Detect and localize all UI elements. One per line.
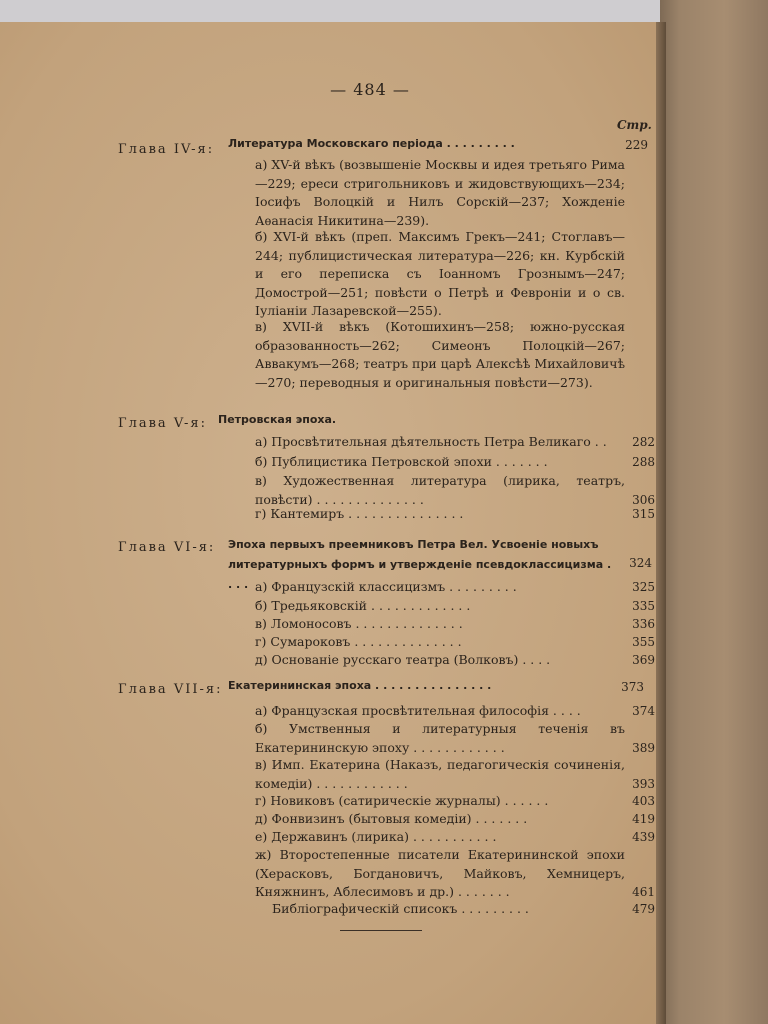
chapter-page: 373 [621,680,644,694]
entry-text: б) Публицистика Петровской эпохи . . . . . . . [255,454,548,469]
entry-text: д) Фонвизинъ (бытовыя комедіи) . . . . . . . [255,811,528,826]
chapter-title: Екатерининская эпоха . . . . . . . . . . . . . . . [228,679,492,692]
entry-text: б) Тредьяковскій . . . . . . . . . . . . . [255,598,471,613]
chapter-title: Эпоха первыхъ преемниковъ Петра Вел. Усвоеніе новыхъ литературныхъ формъ и утвержденіе псевдоклассицизма . . . . [228,538,612,591]
toc-entry [255,651,655,670]
toc-entry [272,900,655,919]
entry-text: ж) Второстепенные писатели Екатерининской эпохи (Херасковъ, Богдановичъ, Майковъ, Хемницеръ, Княжнинъ, Аблесимовъ и др.) . . . . . . . [255,847,625,899]
entry-page: 336 [632,617,655,631]
page-gutter [656,22,666,1024]
entry-page: 403 [632,794,655,808]
page-number: — 484 — [330,80,410,99]
entry-text: в) Ломоносовъ . . . . . . . . . . . . . . [255,616,463,631]
entry-page: 306 [632,492,655,507]
chapter-label: Глава VI-я: [118,540,216,555]
entry-page: 374 [632,704,655,718]
entry-page: 325 [632,580,655,594]
chapter-label: Глава VII-я: [118,682,223,697]
entry-text: в) XVII-й вѣкъ (Котошихинъ—258; южно-русская образованность—262; Симеонъ Полоцкій—267; Аввакумъ—268; театръ при царѣ Алексѣѣ Михайловичѣ—270; переводныя и оригинальныя повѣсти—273). [255,319,625,390]
toc-entry [255,756,655,793]
chapter-label: Глава V-я: [118,416,207,431]
entry-text: г) Кантемиръ . . . . . . . . . . . . . . . [255,506,464,521]
chapter-page: 229 [625,138,648,152]
toc-entry [255,228,625,321]
pages-column-header: Стр. [617,118,652,132]
entry-text: а) Французская просвѣтительная философія . . . . [255,703,581,718]
entry-page: 393 [632,776,655,791]
toc-entry [255,318,625,392]
entry-page: 439 [632,830,655,844]
toc-entry [255,810,655,829]
toc-entry [255,472,655,509]
entry-text: а) Французскій классицизмъ . . . . . . . . . [255,579,517,594]
toc-entry [255,792,655,811]
entry-page: 419 [632,812,655,826]
entry-text: а) Просвѣтительная дѣятельность Петра Великаго . . [255,434,607,449]
entry-text: Библіографическій списокъ . . . . . . . . . [272,901,529,916]
toc-entry [255,433,655,452]
toc-entry [255,578,655,597]
entry-text: д) Основаніе русскаго театра (Волковъ) . . . . [255,652,551,667]
chapter-title: Литература Московскаго періода . . . . . . . . . [228,137,515,150]
toc-entry [255,720,655,757]
toc-entry [255,633,655,652]
entry-text: а) XV-й вѣкъ (возвышеніе Москвы и идея третьяго Рима—229; ереси стригольниковъ и жидовствующихъ—234; Іосифъ Волоцкій и Нилъ Сорскій—237; Хожденіе Аѳанасія Никитина—239). [255,157,625,228]
adjacent-page [660,0,768,1024]
entry-page: 355 [632,635,655,649]
toc-entry [255,505,655,524]
toc-entry [255,846,655,902]
toc-entry [255,615,655,634]
toc-entry [255,828,655,847]
entry-page: 288 [632,455,655,469]
closing-rule [340,930,422,931]
entry-page: 335 [632,599,655,613]
entry-text: в) Художественная литература (лирика, театръ, повѣсти) . . . . . . . . . . . . . . [255,473,625,507]
entry-page: 282 [632,435,655,449]
entry-text: б) XVI-й вѣкъ (преп. Максимъ Грекъ—241; Стоглавъ—244; публицистическая литература—226; кн. Курбскій и его переписка съ Іоанномъ Грознымъ—247; Домострой—251; повѣсти о Петрѣ и Февроніи и о св. Іуліаніи Лазаревской—255). [255,229,625,318]
entry-page: 369 [632,653,655,667]
toc-entry [255,702,655,721]
entry-page: 389 [632,740,655,755]
entry-text: в) Имп. Екатерина (Наказъ, педагогическія сочиненія, комедіи) . . . . . . . . . . . . [255,757,625,791]
toc-entry [255,597,655,616]
chapter-label: Глава IV-я: [118,142,215,157]
entry-text: е) Державинъ (лирика) . . . . . . . . . . . [255,829,497,844]
chapter-title: Петровская эпоха. [218,413,337,426]
entry-page: 315 [632,507,655,521]
chapter-page: 324 [629,556,652,570]
entry-text: г) Новиковъ (сатирическіе журналы) . . . . . . [255,793,549,808]
entry-text: б) Умственныя и литературныя теченія въ Екатерининскую эпоху . . . . . . . . . . . . [255,721,625,755]
entry-text: г) Сумароковъ . . . . . . . . . . . . . . [255,634,462,649]
toc-entry [255,156,625,230]
entry-page: 461 [632,885,655,899]
entry-page: 479 [632,902,655,916]
toc-entry [255,453,655,472]
